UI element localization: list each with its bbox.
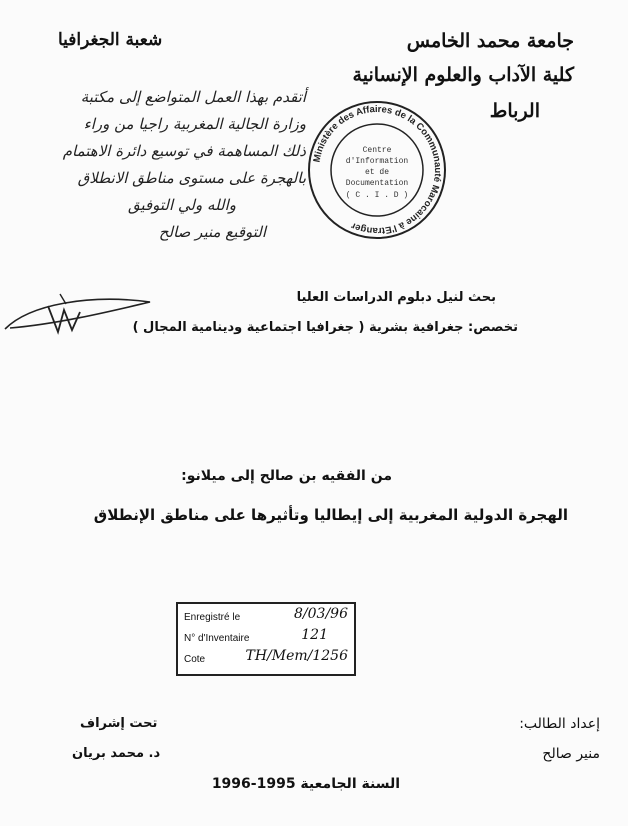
note-line: التوقيع منير صالح [158,223,266,241]
note-line: وزارة الجالية المغربية راجيا من وراء [83,115,306,133]
supervisor-name: د. محمد بريان [72,746,161,761]
note-line: والله ولي التوفيق [127,196,236,214]
note-line: ذلك المساهمة في توسيع دائرة الاهتمام [62,142,306,160]
handwritten-note [6,84,306,246]
stamp-center-line: d'Information [345,157,409,166]
cote-value: TH/Mem/1256 [245,648,348,664]
supervisor-label: تحت إشراف [80,716,158,731]
note-line: بالهجرة على مستوى مناطق الانطلاق [77,169,306,187]
stamp-center-line: Documentation [345,179,409,188]
registered-label: Enregistré le [184,612,241,623]
academic-year: السنة الجامعية 1995-1996 [211,776,400,792]
thesis-title-line1: من الفقيه بن صالح إلى ميلانو: [181,468,392,484]
registered-date: 8/03/96 [294,606,348,622]
inventory-number: 121 [301,627,328,643]
city-name: الرباط [489,100,540,122]
signature [0,284,160,344]
specialization-line: تخصص: جغرافية بشرية ( جغرافيا اجتماعية ودينامية المجال ) [132,320,518,335]
inventory-label: N° d'Inventaire [184,633,250,644]
university-name: جامعة محمد الخامس [406,30,574,52]
department-name: شعبة الجغرافيا [58,30,163,50]
student-name: منير صالح [542,746,600,762]
stamp-center-line: Centre [362,146,392,155]
stamp-center-line: ( C . I . D ) [345,191,409,200]
degree-line: بحث لنيل دبلوم الدراسات العليا [296,290,496,305]
stamp-center-line: et de [364,168,390,177]
official-stamp [304,100,450,240]
student-label: إعداد الطالب: [519,716,600,732]
note-line: أتقدم بهذا العمل المتواضع إلى مكتبة [80,88,306,106]
faculty-name: كلية الآداب والعلوم الإنسانية [352,64,574,86]
stamp-ring-text: Ministère des Affaires de la Communauté Marocaine à l'Etranger [311,103,444,237]
thesis-title-line2: الهجرة الدولية المغربية إلى إيطاليا وتأثيرها على مناطق الإنطلاق [93,506,568,524]
library-registration-box [176,602,356,676]
cote-label: Cote [184,654,206,665]
